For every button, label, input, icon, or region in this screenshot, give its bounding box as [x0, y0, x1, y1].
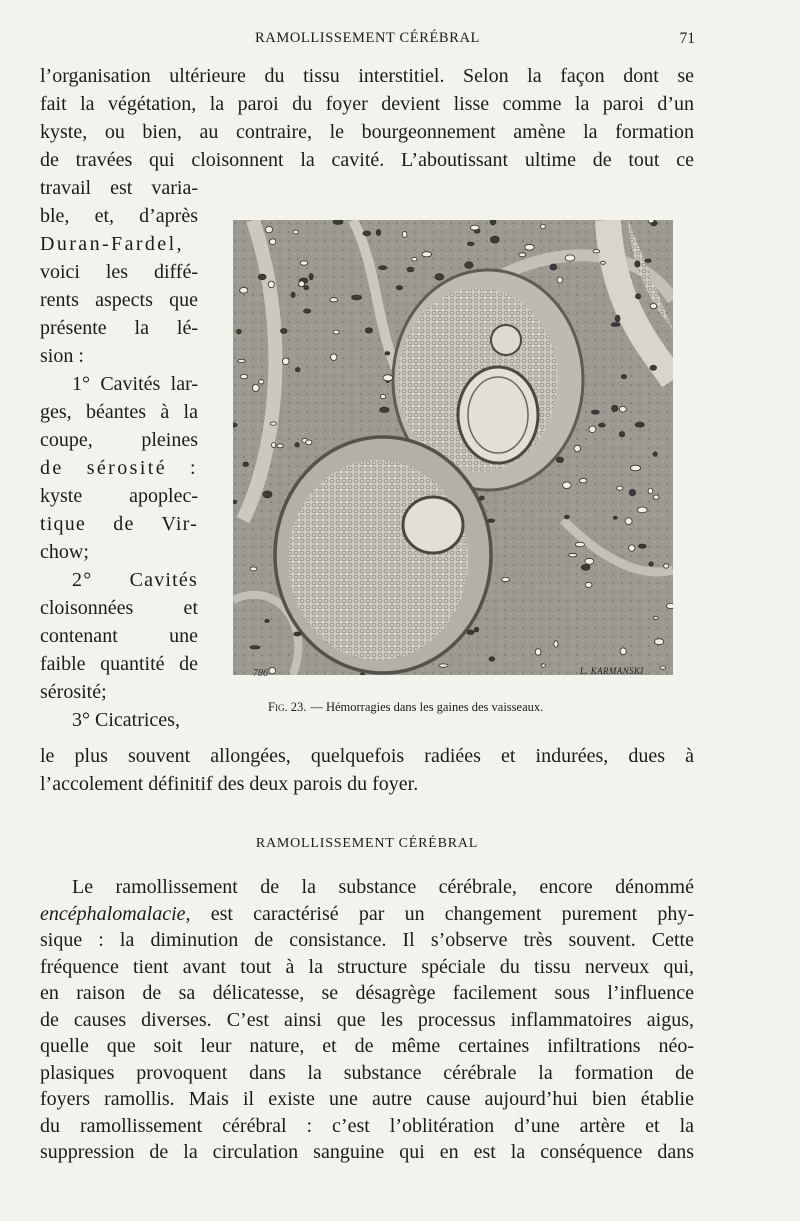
text-line: Le ramollissement de la substance cérébrale, encore dénommé: [72, 876, 694, 898]
cell-nucleus: [601, 261, 606, 264]
cell-nucleus: [240, 287, 248, 293]
cell-nucleus: [283, 358, 290, 365]
cell-nucleus: [331, 354, 337, 361]
cell-nucleus: [629, 489, 635, 495]
cell-nucleus: [407, 267, 414, 272]
cell-nucleus: [396, 286, 402, 290]
cell-nucleus: [250, 567, 257, 571]
text-line: l’organisation ultérieure du tissu interstitiel. Selon la façon dont se: [40, 65, 694, 87]
cell-nucleus: [542, 664, 546, 667]
cell-nucleus: [613, 516, 617, 519]
cell-nucleus: [556, 457, 563, 462]
cell-nucleus: [383, 375, 393, 381]
cell-nucleus: [380, 407, 389, 412]
cell-nucleus: [238, 359, 246, 362]
text-line: suppression de la circulation sanguine qui en est la conséquence dans: [40, 1141, 694, 1163]
cell-nucleus: [265, 619, 269, 622]
cell-nucleus: [412, 257, 417, 261]
cell-nucleus: [474, 627, 479, 632]
running-head: RAMOLLISSEMENT CÉRÉBRAL: [254, 30, 480, 46]
cell-nucleus: [575, 542, 584, 546]
cell-nucleus: [637, 507, 647, 513]
cell-nucleus: [648, 220, 654, 223]
cell-nucleus: [615, 315, 620, 322]
cell-nucleus: [599, 423, 606, 427]
cell-nucleus: [611, 323, 620, 327]
figure-number: Fig. 23.: [268, 700, 307, 714]
cell-nucleus: [265, 226, 272, 232]
italic-term: encéphalomalacie,: [40, 902, 191, 925]
cell-nucleus: [636, 294, 641, 299]
cell-nucleus: [259, 380, 264, 384]
cell-nucleus: [585, 558, 594, 564]
cell-nucleus: [488, 519, 495, 522]
histology-figure: [233, 220, 673, 680]
cell-nucleus: [535, 649, 541, 656]
text-line: fait la végétation, la paroi du foyer devient lisse comme la paroi d’un: [40, 93, 694, 115]
text-line: contenant une: [40, 625, 198, 647]
text-line: faible quantité de: [40, 653, 198, 675]
cell-nucleus: [635, 422, 644, 427]
text-line: cloisonnées et: [40, 597, 198, 619]
cell-nucleus: [277, 444, 284, 448]
cell-nucleus: [490, 220, 495, 225]
text-line: fréquence tient avant tout à la structure spéciale du tissu nerveux qui,: [40, 955, 694, 978]
cell-nucleus: [525, 244, 534, 250]
cell-nucleus: [650, 304, 657, 309]
cell-nucleus: [593, 250, 600, 253]
list-item-1: 1° Cavités lar-: [72, 373, 198, 395]
cell-nucleus: [465, 262, 474, 269]
cell-nucleus: [645, 259, 651, 262]
text-line: sique : la diminution de consistance. Il s’observe très souvent. Cette: [40, 929, 694, 951]
cell-nucleus: [635, 261, 640, 267]
cell-nucleus: [385, 352, 390, 355]
section-title: RAMOLLISSEMENT CÉRÉBRAL: [255, 836, 479, 851]
figure-signature: 786: [253, 668, 268, 679]
cell-nucleus: [574, 445, 581, 452]
cell-nucleus: [258, 274, 266, 280]
text-line: ges, béantes à la: [40, 401, 198, 423]
cell-nucleus: [333, 330, 339, 334]
text-line: [40, 901, 694, 928]
text-line: du ramollissement cérébral : c’est l’oblitération d’une artère et la: [40, 1114, 694, 1137]
cell-nucleus: [352, 295, 362, 300]
cell-nucleus: [240, 374, 247, 378]
cell-nucleus: [519, 253, 526, 257]
cell-nucleus: [653, 616, 658, 619]
text-line: de causes diverses. C’est ainsi que les processus inflammatoires aigus,: [40, 1008, 694, 1031]
cell-nucleus: [569, 553, 577, 557]
cell-nucleus: [650, 365, 657, 370]
cell-nucleus: [648, 488, 653, 494]
cell-nucleus: [237, 329, 242, 333]
cell-nucleus: [660, 666, 666, 669]
cell-nucleus: [269, 668, 276, 674]
cell-nucleus: [299, 281, 305, 287]
cell-nucleus: [281, 329, 288, 334]
text-line: coupe, pleines: [40, 429, 198, 451]
page-number: 71: [679, 30, 695, 47]
cell-nucleus: [591, 410, 599, 414]
text-line: sion :: [40, 345, 84, 367]
text-line: sérosité;: [40, 681, 107, 703]
cell-nucleus: [664, 564, 669, 568]
list-item-2: 2° Cavités: [72, 569, 198, 591]
cell-nucleus: [330, 298, 338, 302]
cell-nucleus: [243, 462, 249, 466]
cell-nucleus: [565, 255, 575, 261]
cell-nucleus: [554, 641, 558, 647]
cell-nucleus: [295, 368, 300, 372]
paragraph-cavities-intro: [40, 62, 694, 174]
cell-nucleus: [363, 231, 371, 236]
figure-caption: [268, 700, 543, 715]
text-line: chow;: [40, 541, 89, 563]
text-line: présente la lé-: [40, 317, 198, 339]
cell-nucleus: [589, 426, 596, 433]
cell-nucleus: [490, 236, 499, 243]
text-line: kyste apoplec-: [40, 485, 198, 507]
text-line: Duran-Fardel,: [40, 233, 184, 255]
cell-nucleus: [579, 479, 587, 483]
cell-nucleus: [270, 422, 276, 425]
text-line: le plus souvent allongées, quelquefois radiées et indurées, dues à: [40, 745, 694, 767]
paragraph-cavities-end: [40, 742, 694, 798]
artist-signature: L. KARMANSKI: [580, 666, 644, 676]
cell-nucleus: [380, 395, 385, 399]
cell-nucleus: [541, 224, 546, 228]
cell-nucleus: [439, 664, 448, 667]
text-line: de sérosité :: [40, 457, 198, 479]
cell-nucleus: [619, 432, 624, 437]
text-line: ble, et, d’après: [40, 205, 198, 227]
cell-nucleus: [557, 277, 563, 283]
cell-nucleus: [612, 405, 618, 411]
cell-nucleus: [620, 648, 626, 655]
cell-nucleus: [333, 220, 343, 224]
cell-nucleus: [489, 657, 495, 661]
cell-nucleus: [565, 515, 570, 519]
list-item-3: 3° Cicatrices,: [72, 709, 180, 731]
cell-nucleus: [304, 309, 311, 313]
text-segment: est caractérisé par un changement purement phy-: [190, 902, 694, 925]
text-line: voici les diffé-: [40, 261, 198, 283]
cell-nucleus: [467, 630, 474, 635]
cell-nucleus: [638, 544, 646, 548]
cell-nucleus: [270, 239, 276, 245]
cell-nucleus: [293, 230, 298, 234]
micrograph-illustration: [233, 220, 673, 680]
cell-nucleus: [361, 673, 365, 676]
cell-nucleus: [631, 465, 641, 471]
text-line: plasiques provoquent dans la substance cérébrale la formation de: [40, 1061, 694, 1084]
cell-nucleus: [422, 252, 432, 257]
cell-nucleus: [619, 406, 626, 412]
wrapped-text-column: [40, 174, 198, 734]
cell-nucleus: [581, 565, 590, 571]
cell-nucleus: [563, 482, 572, 489]
cell-nucleus: [304, 286, 309, 290]
cell-nucleus: [653, 495, 659, 499]
cell-nucleus: [263, 491, 272, 498]
cell-nucleus: [617, 486, 623, 490]
cell-nucleus: [295, 443, 299, 447]
cell-nucleus: [402, 232, 407, 238]
cell-nucleus: [666, 603, 673, 608]
cell-nucleus: [470, 225, 479, 230]
text-line: foyers ramollis. Mais il existe une autre cause aujourd’hui bien établie: [40, 1088, 694, 1110]
cell-nucleus: [365, 328, 372, 333]
cell-nucleus: [250, 646, 260, 649]
cell-nucleus: [268, 281, 274, 288]
text-line: travail est varia-: [40, 177, 198, 199]
cell-nucleus: [467, 242, 474, 246]
text-line: en raison de sa délicatesse, se désagrège facilement sous l’influence: [40, 982, 694, 1004]
page-header: [40, 30, 695, 54]
text-line: rents aspects que: [40, 289, 198, 311]
text-line: kyste, ou bien, au contraire, le bourgeonnement amène la formation: [40, 121, 694, 143]
cell-nucleus: [294, 632, 301, 636]
cell-nucleus: [625, 518, 632, 525]
cell-nucleus: [376, 230, 380, 236]
cell-nucleus: [379, 266, 387, 270]
cell-nucleus: [655, 639, 664, 645]
cell-nucleus: [480, 496, 485, 500]
cell-nucleus: [501, 577, 509, 581]
text-line: l’accolement définitif des deux parois du foyer.: [40, 773, 419, 795]
text-line: quelle que soit leur nature, et de même certaines infiltrations néo-: [40, 1035, 694, 1057]
cell-nucleus: [233, 423, 237, 427]
cell-nucleus: [629, 545, 635, 551]
text-line: tique de Vir-: [40, 513, 198, 535]
paragraph-softening: [40, 874, 694, 1166]
cell-nucleus: [550, 264, 557, 270]
cell-nucleus: [233, 500, 237, 503]
cell-nucleus: [653, 452, 657, 457]
cell-nucleus: [309, 274, 313, 280]
cell-nucleus: [291, 292, 295, 297]
cell-nucleus: [621, 375, 626, 379]
cell-nucleus: [300, 261, 308, 265]
caption-text: — Hémorragies dans les gaines des vaisseaux.: [310, 700, 544, 714]
text-line: de travées qui cloisonnent la cavité. L’aboutissant ultime de tout ce: [40, 149, 694, 171]
cell-nucleus: [252, 384, 259, 391]
cell-nucleus: [435, 274, 444, 281]
cell-nucleus: [585, 582, 592, 587]
cell-nucleus: [306, 440, 312, 445]
cell-nucleus: [272, 443, 276, 448]
cell-nucleus: [649, 562, 654, 566]
